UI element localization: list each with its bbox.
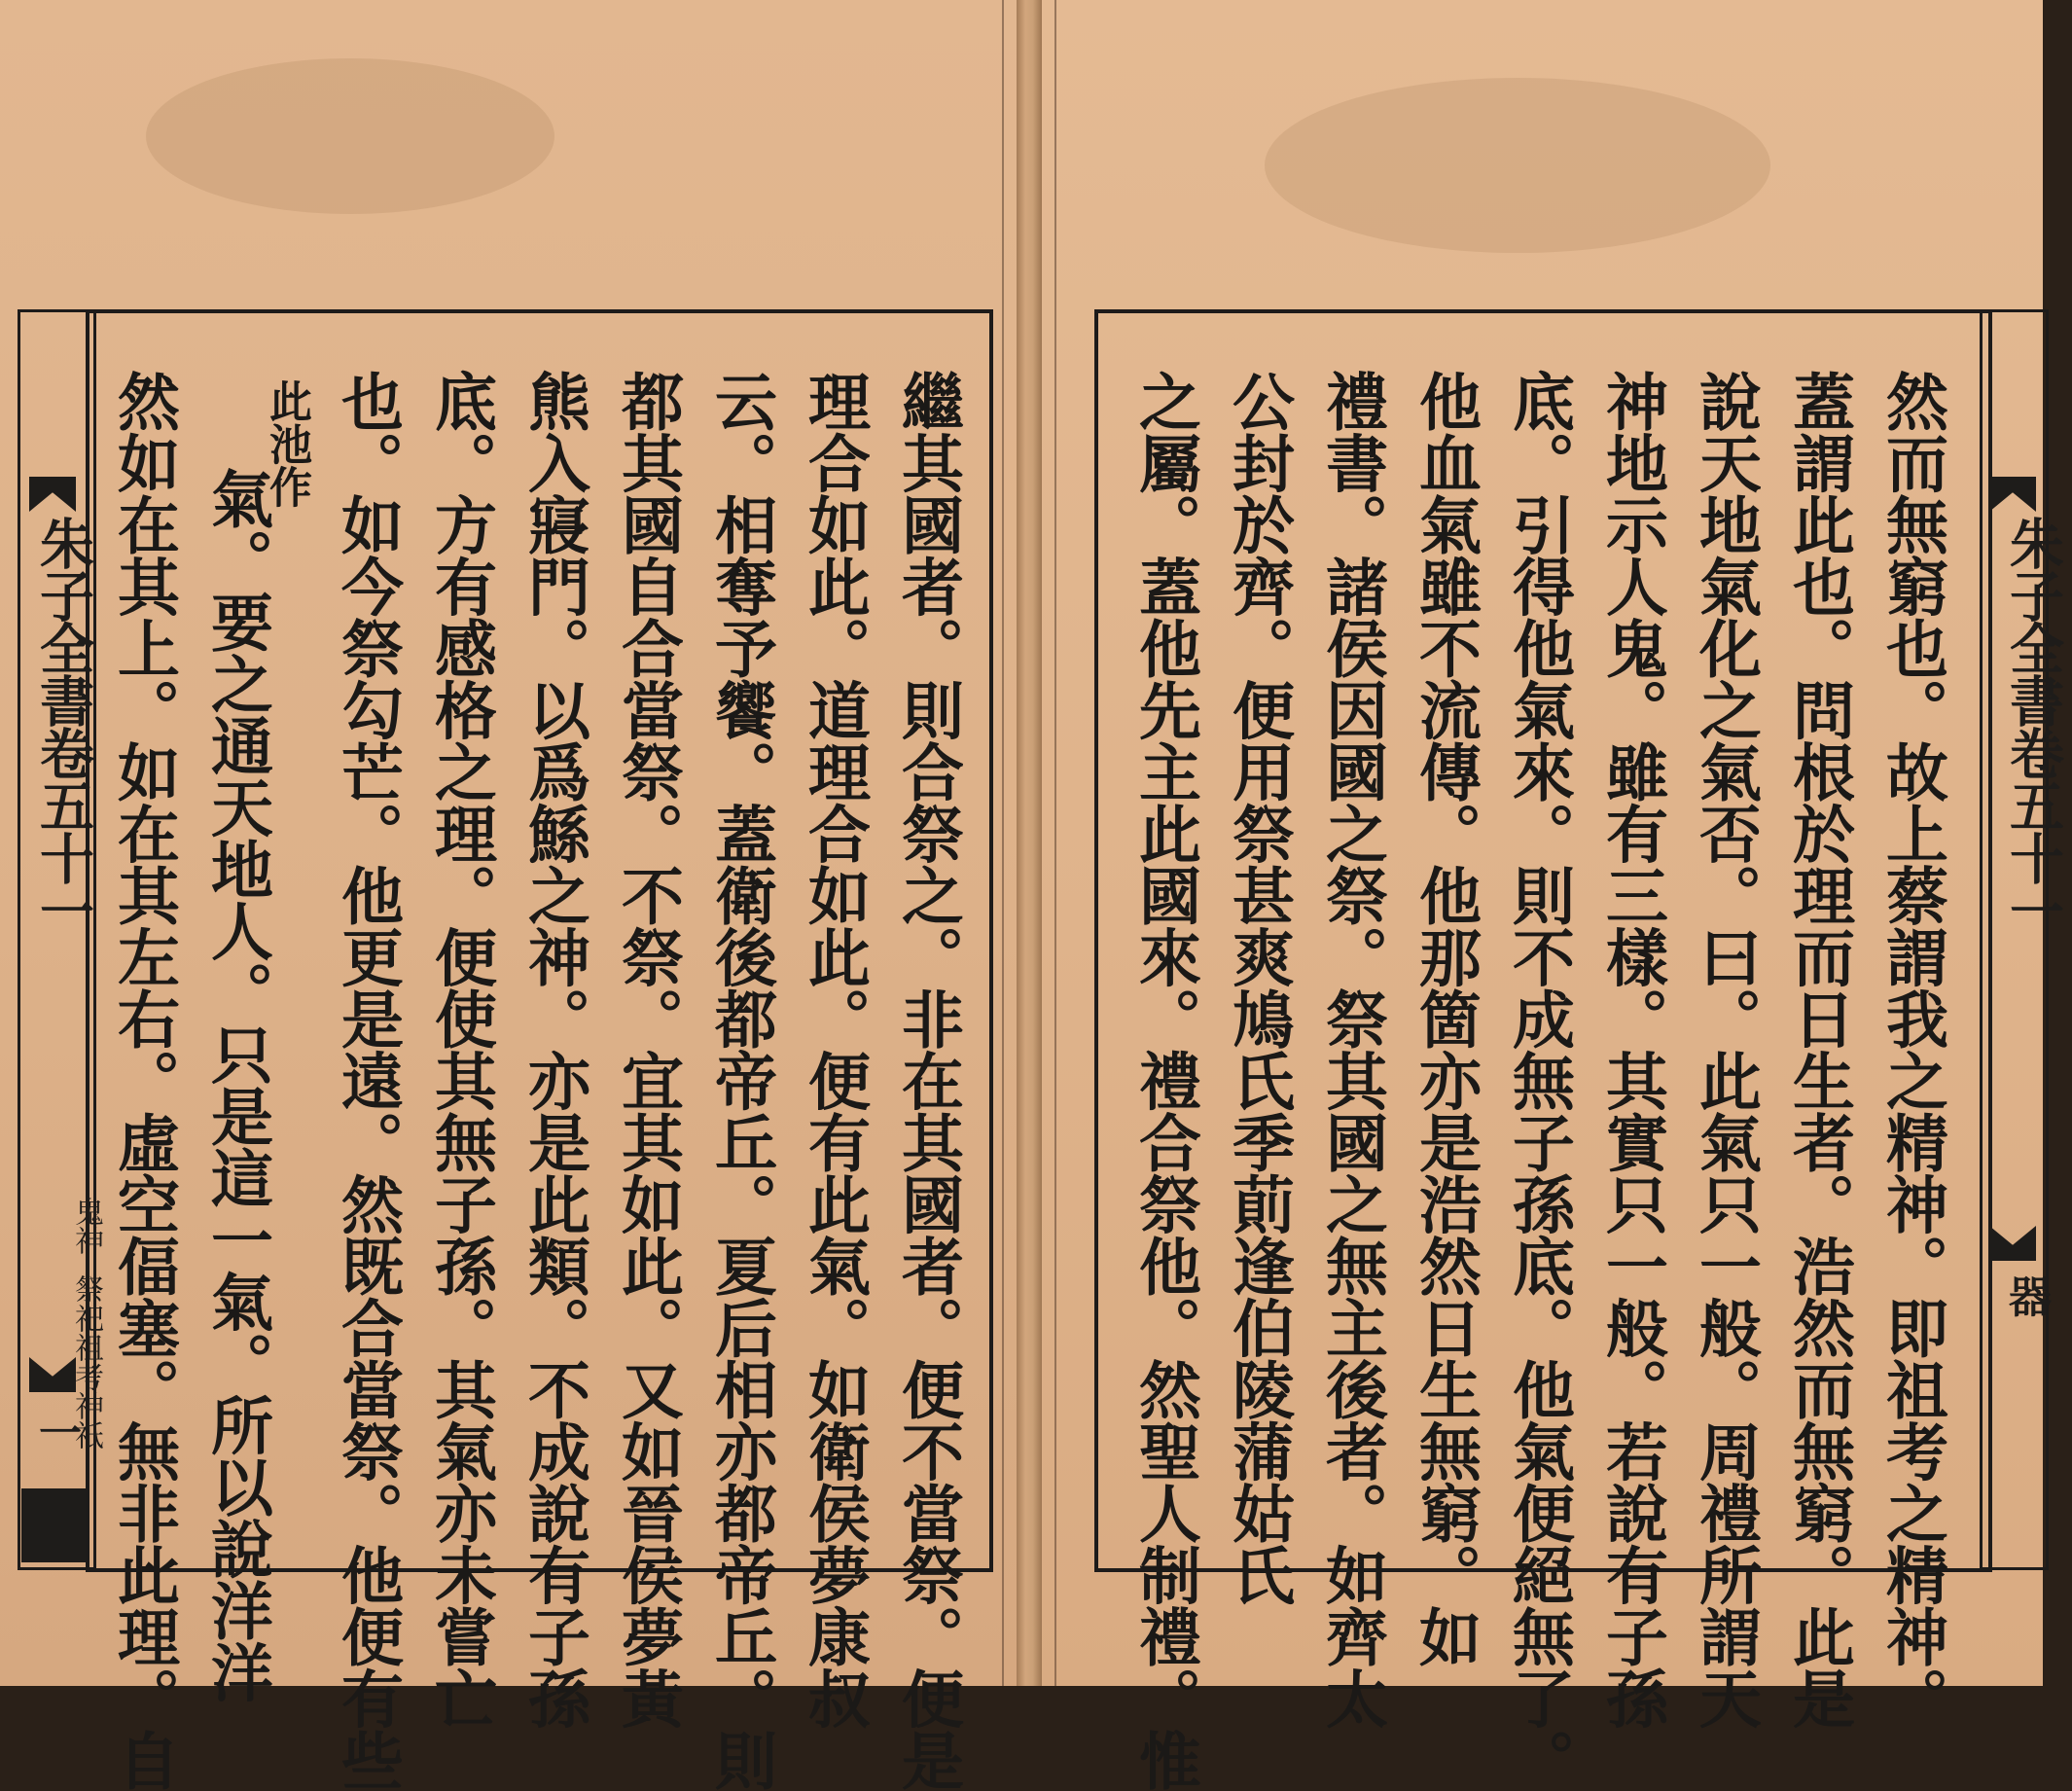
text-column: 氣。要之通天地人。只是這一氣。所以說洋洋 xyxy=(200,467,273,1702)
banner-title: 朱子全書卷五十一 xyxy=(2001,516,2065,936)
banner-black-block xyxy=(21,1488,86,1562)
text-column: 之屬。蓋他先主此國來。禮合祭他。然聖人制禮。惟 xyxy=(1128,370,1201,1791)
text-column: 理合如此。道理合如此。便有此氣。如衛侯夢康叔 xyxy=(798,370,871,1729)
text-column: 云。相奪予饗。蓋衛後都帝丘。夏后相亦都帝丘。則 xyxy=(704,370,777,1791)
text-column: 也。如今祭勾芒。他更是遠。然既合當祭。他便有些 xyxy=(331,370,404,1791)
banner-title: 朱子全書卷五十一 xyxy=(31,516,95,936)
text-column: 神地示人鬼。雖有三樣。其實只一般。若說有子孫 xyxy=(1595,370,1668,1729)
inline-note: 此池作 xyxy=(262,379,311,508)
book-gutter xyxy=(1017,0,1042,1686)
text-column: 蓋謂此也。問根於理而日生者。浩然而無窮。此是 xyxy=(1782,370,1855,1729)
text-column: 都其國自合當祭。不祭。宜其如此。又如晉侯夢黃 xyxy=(611,370,684,1729)
banner-subsection: 祭祀祖考神祇 xyxy=(69,1274,103,1450)
text-column: 熊入寢門。以爲鯀之神。亦是此類。不成說有子孫 xyxy=(518,370,590,1729)
page-edge-line xyxy=(1054,0,1056,1686)
text-column: 禮書。諸侯因國之祭。祭其國之無主後者。如齊太 xyxy=(1315,370,1388,1729)
text-column: 底。方有感格之理。便使其無子孫。其氣亦未嘗亡 xyxy=(424,370,497,1729)
banner-section: 鬼神 xyxy=(69,1197,103,1255)
text-column: 他血氣雖不流傳。他那箇亦是浩然日生無窮。如 xyxy=(1409,370,1482,1667)
text-column: 說天地氣化之氣否。曰。此氣只一般。周禮所謂天 xyxy=(1689,370,1762,1729)
text-column: 底。引得他氣來。則不成無子孫底。他氣便絕無了。 xyxy=(1502,370,1575,1791)
paper-stain xyxy=(1265,78,1770,253)
text-column: 公封於齊。便用祭甚爽鳩氏季萴逢伯陵蒲姑氏 xyxy=(1222,370,1295,1605)
text-column: 然如在其上。如在其左右。虛空偪塞。無非此理。自 xyxy=(107,370,180,1791)
banner-page-number: 器 xyxy=(2001,1274,2051,1317)
page-edge-line xyxy=(1002,0,1004,1686)
text-column: 繼其國者。則合祭之。非在其國者。便不當祭。便是 xyxy=(891,370,964,1791)
text-column: 然而無窮也。故上蔡謂我之精神。即祖考之精神。 xyxy=(1876,370,1948,1729)
paper-stain xyxy=(146,58,554,214)
banner-page-number: 一 xyxy=(31,1411,81,1453)
